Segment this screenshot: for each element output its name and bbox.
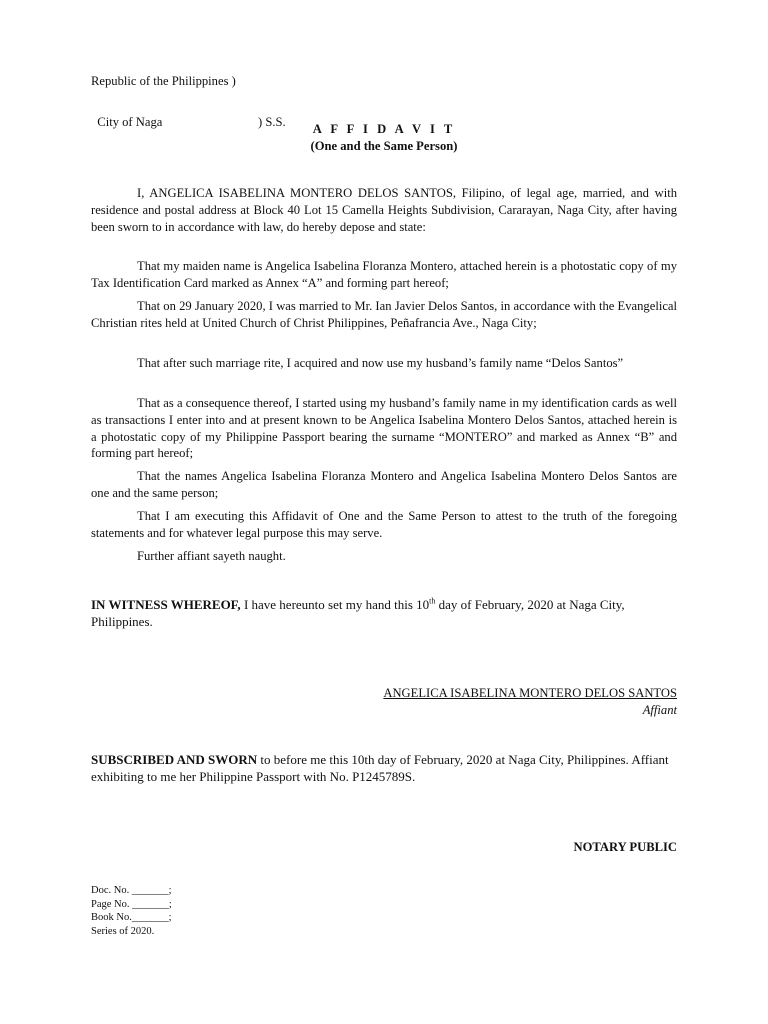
signature-block [320, 685, 677, 719]
paragraph-same-person: That the names Angelica Isabelina Floranza Montero and Angelica Isabelina Montero Delos Santos are one and the same person; [91, 469, 677, 500]
document-title: A F F I D A V I T [312, 122, 456, 136]
record-doc-no: Doc. No. _______; [91, 885, 172, 896]
jurat-text: to before me this 10th day of February, 2020 at Naga City, Philippines. Affiant exhibiting to me her Philippine Passport with No. P1245789S. [91, 752, 669, 784]
witness-text-before: I have hereunto set my hand this 10 [240, 597, 430, 612]
jurat-clause [91, 751, 677, 785]
affiant-name: ANGELICA ISABELINA MONTERO DELOS SANTOS [383, 686, 677, 700]
witness-ordinal: th [429, 596, 436, 606]
witness-clause [91, 596, 677, 630]
notarial-record [91, 884, 172, 938]
paragraph-intro: I, ANGELICA ISABELINA MONTERO DELOS SANTOS, Filipino, of legal age, married, and with residence and postal address at Block 40 Lot 15 Camella Heights Subdivision, Cararayan, Naga City, after having been sworn to in accordance with law, do hereby depose and state: [91, 186, 677, 234]
witness-text-after: day of February, 2020 at Naga City, Philippines. [91, 597, 625, 629]
paragraph-consequence: That as a consequence thereof, I started using my husband’s family name in my identification cards as well as transactions I enter into and at present known to be Angelica Isabelina Montero Delos Santos, attached herein is a photostatic copy of my Philippine Passport bearing the surname “MONTERO” and marked as Annex “B” and forming part hereof; [91, 396, 677, 461]
paragraph-purpose: That I am executing this Affidavit of One and the Same Person to attest to the truth of the foregoing statements and for whatever legal purpose this may serve. [91, 509, 677, 540]
record-book-no: Book No._______; [91, 912, 172, 923]
venue-ss: ) S.S. [258, 114, 286, 129]
document-subtitle: (One and the Same Person) [310, 139, 458, 153]
paragraph-surname: That after such marriage rite, I acquired and now use my husband’s family name “Delos Santos” [137, 356, 624, 370]
record-series: Series of 2020. [91, 925, 155, 937]
paragraph-marriage: That on 29 January 2020, I was married to Mr. Ian Javier Delos Santos, in accordance with the Evangelical Christian rites held at United Church of Christ Philippines, Peñafrancia Ave., Naga City; [91, 299, 677, 330]
record-page-no: Page No. _______; [91, 898, 172, 910]
venue-republic: Republic of the Philippines ) [91, 74, 236, 88]
paragraph-maiden-name: That my maiden name is Angelica Isabelina Floranza Montero, attached herein is a photostatic copy of my Tax Identification Card marked as Annex “A” and forming part hereof; [91, 259, 677, 290]
paragraph-closing: Further affiant sayeth naught. [137, 549, 286, 563]
venue-city-name: City of Naga [97, 114, 163, 129]
notary-public-label: NOTARY PUBLIC [573, 840, 677, 854]
witness-lead: IN WITNESS WHEREOF, [91, 597, 241, 612]
jurat-lead: SUBSCRIBED AND SWORN [91, 752, 258, 767]
affiant-label: Affiant [642, 702, 677, 717]
